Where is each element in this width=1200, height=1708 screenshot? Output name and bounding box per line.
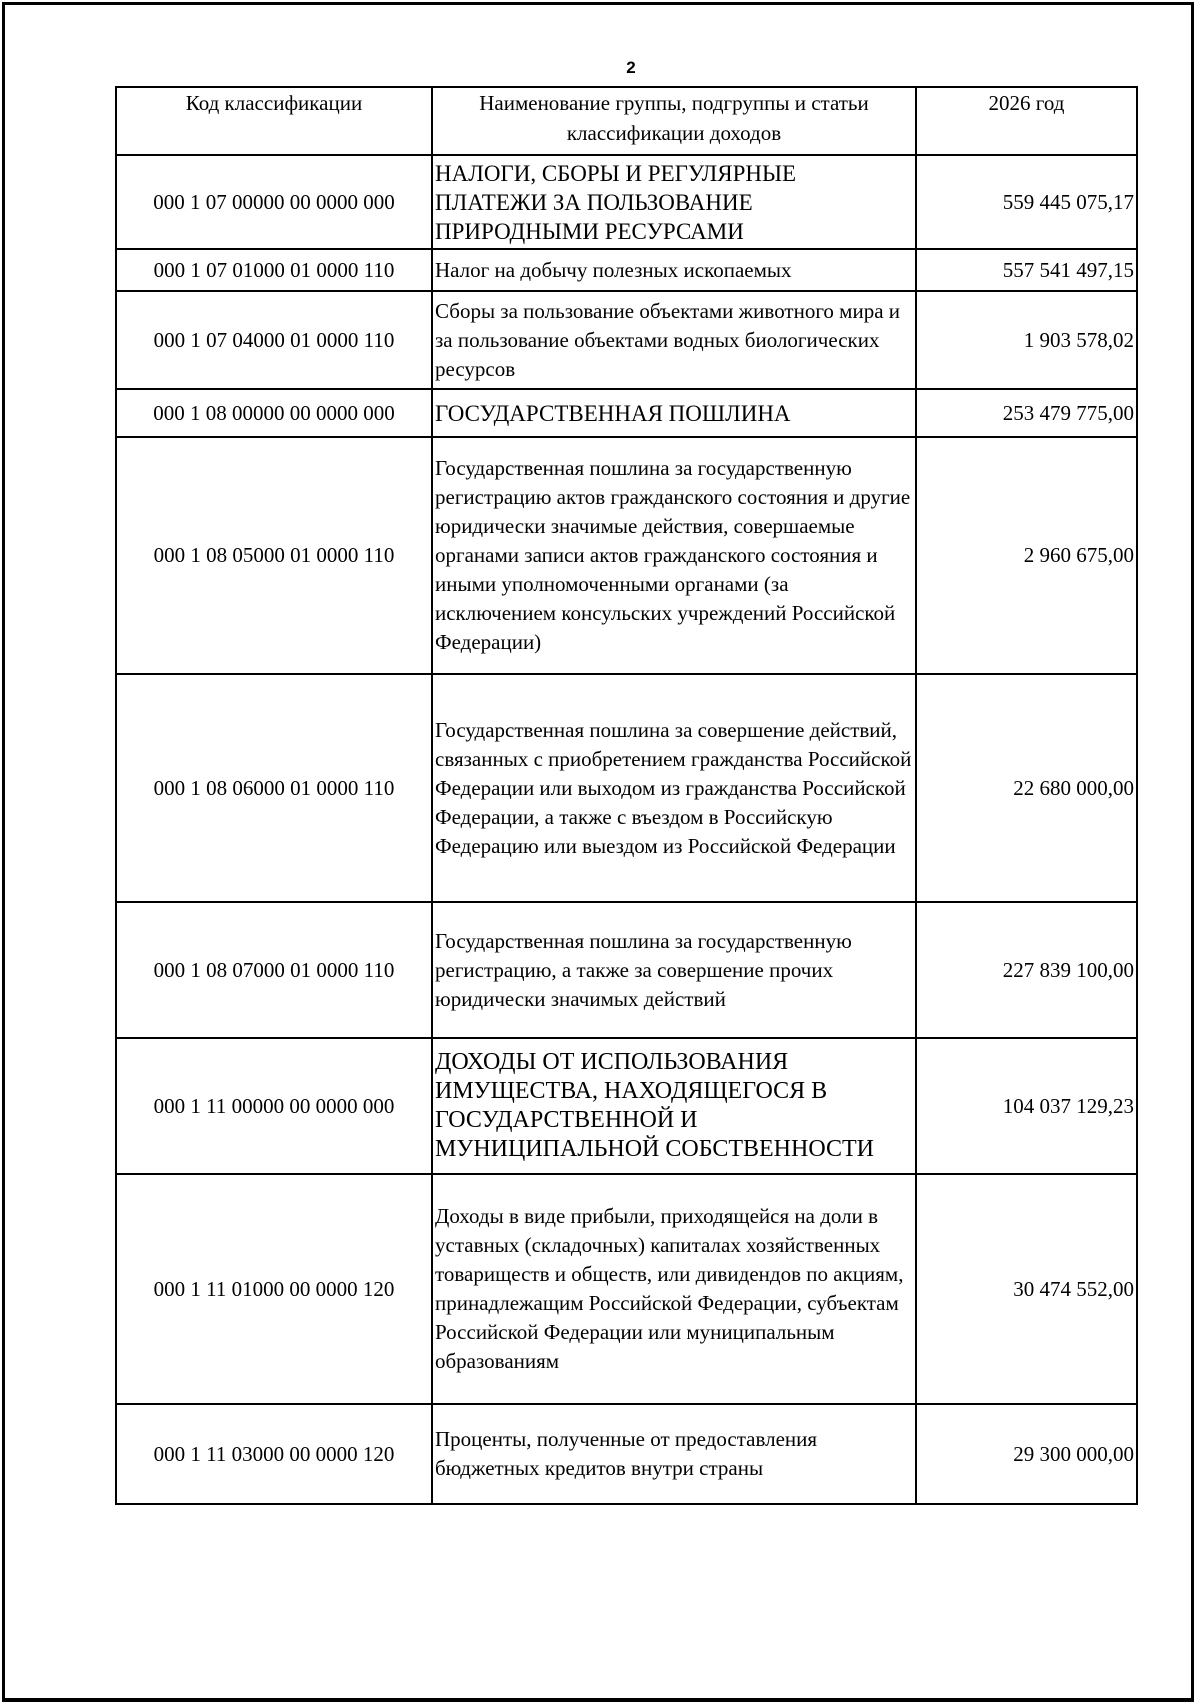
row-name: НАЛОГИ, СБОРЫ И РЕГУЛЯРНЫЕ ПЛАТЕЖИ ЗА ПОЛЬЗОВАНИЕ ПРИРОДНЫМИ РЕСУРСАМИ — [432, 155, 916, 249]
row-code: 000 1 08 06000 01 0000 110 — [116, 674, 432, 902]
table-row — [116, 249, 1137, 291]
row-amount: 253 479 775,00 — [916, 389, 1137, 437]
table-row — [116, 1038, 1137, 1174]
row-amount: 557 541 497,15 — [916, 249, 1137, 291]
row-amount: 30 474 552,00 — [916, 1174, 1137, 1404]
row-name: Государственная пошлина за государственную регистрацию актов гражданского состояния и другие юридически значимые действия, совершаемые органами записи актов гражданского состояния и иными уполномоченными органами (за исключением консульских учреждений Российской Федерации) — [432, 437, 916, 674]
row-amount: 1 903 578,02 — [916, 291, 1137, 389]
row-name: Налог на добычу полезных ископаемых — [432, 249, 916, 291]
row-code: 000 1 08 05000 01 0000 110 — [116, 437, 432, 674]
row-code: 000 1 08 00000 00 0000 000 — [116, 389, 432, 437]
table-row — [116, 674, 1137, 902]
table-row — [116, 291, 1137, 389]
header-year: 2026 год — [916, 87, 1137, 155]
row-code: 000 1 08 07000 01 0000 110 — [116, 902, 432, 1038]
row-name: ДОХОДЫ ОТ ИСПОЛЬЗОВАНИЯ ИМУЩЕСТВА, НАХОДЯЩЕГОСЯ В ГОСУДАРСТВЕННОЙ И МУНИЦИПАЛЬНОЙ СОБСТВЕННОСТИ — [432, 1038, 916, 1174]
income-classification-table — [115, 86, 1138, 1505]
table-row — [116, 1404, 1137, 1504]
row-amount: 104 037 129,23 — [916, 1038, 1137, 1174]
row-code: 000 1 11 01000 00 0000 120 — [116, 1174, 432, 1404]
row-code: 000 1 07 00000 00 0000 000 — [116, 155, 432, 249]
header-name: Наименование группы, подгруппы и статьи классификации доходов — [432, 87, 916, 155]
row-code: 000 1 07 01000 01 0000 110 — [116, 249, 432, 291]
row-code: 000 1 11 03000 00 0000 120 — [116, 1404, 432, 1504]
row-code: 000 1 11 00000 00 0000 000 — [116, 1038, 432, 1174]
page-number: 2 — [626, 58, 636, 77]
table-row — [116, 389, 1137, 437]
table-row — [116, 155, 1137, 249]
row-amount: 22 680 000,00 — [916, 674, 1137, 902]
header-code: Код классификации — [116, 87, 432, 155]
table-row — [116, 437, 1137, 674]
row-amount: 2 960 675,00 — [916, 437, 1137, 674]
row-name: ГОСУДАРСТВЕННАЯ ПОШЛИНА — [432, 389, 916, 437]
row-amount: 227 839 100,00 — [916, 902, 1137, 1038]
row-code: 000 1 07 04000 01 0000 110 — [116, 291, 432, 389]
row-amount: 29 300 000,00 — [916, 1404, 1137, 1504]
table-row — [116, 902, 1137, 1038]
row-name: Государственная пошлина за совершение действий, связанных с приобретением гражданства Российской Федерации или выходом из гражданства Российской Федерации, а также с въездом в Российскую Федерацию или выездом из Российской Федерации — [432, 674, 916, 902]
row-amount: 559 445 075,17 — [916, 155, 1137, 249]
row-name: Государственная пошлина за государственную регистрацию, а также за совершение прочих юридически значимых действий — [432, 902, 916, 1038]
row-name: Сборы за пользование объектами животного мира и за пользование объектами водных биологических ресурсов — [432, 291, 916, 389]
table-header-row — [116, 87, 1137, 155]
row-name: Проценты, полученные от предоставления бюджетных кредитов внутри страны — [432, 1404, 916, 1504]
table-row — [116, 1174, 1137, 1404]
row-name: Доходы в виде прибыли, приходящейся на доли в уставных (складочных) капиталах хозяйственных товариществ и обществ, или дивидендов по акциям, принадлежащим Российской Федерации, субъектам Российской Федерации или муниципальным образованиям — [432, 1174, 916, 1404]
